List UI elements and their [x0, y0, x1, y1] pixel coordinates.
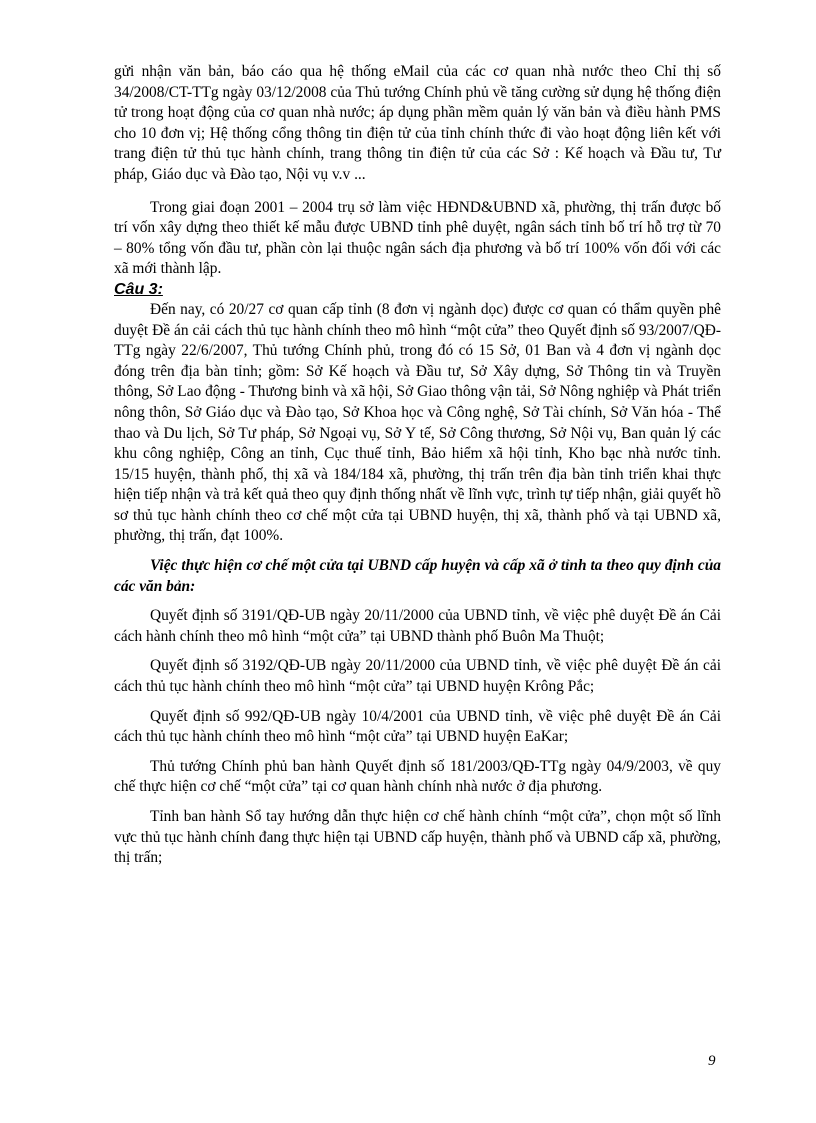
document-body	[114, 62, 721, 869]
paragraph-one-stop-agencies: Đến nay, có 20/27 cơ quan cấp tỉnh (8 đơn vị ngành dọc) được cơ quan có thẩm quyền phê duyệt Đề án cải cách thủ tục hành chính theo mô hình “một cửa” theo Quyết định số 93/2007/QĐ-TTg ngày 22/6/2007, Thủ tướng Chính phủ, trong đó có 15 Sở, 01 Ban và 4 đơn vị ngành dọc đóng trên địa bàn tỉnh; gồm: Sở Kế hoạch và Đầu tư, Sở Xây dựng, Sở Thông tin và Truyền thông, Sở Lao động - Thương binh và xã hội, Sở Giao thông vận tải, Sở Nông nghiệp và Phát triển nông thôn, Sở Giáo dục và Đào tạo, Sở Khoa học và Công nghệ, Sở Tài chính, Sở Văn hóa - Thể thao và Du lịch, Sở Tư pháp, Sở Ngoại vụ, Sở Y tế, Sở Công thương, Sở Nội vụ, Ban quản lý các khu công nghiệp, Công an tỉnh, Cục thuế tỉnh, Bảo hiểm xã hội tỉnh, Kho bạc nhà nước tỉnh. 15/15 huyện, thành phố, thị xã và 184/184 xã, phường, thị trấn trên địa bàn tỉnh triển khai thực hiện tiếp nhận và trả kết quả theo quy định thống nhất về lĩnh vực, trình tự tiếp nhận, giải quyết hồ sơ thủ tục hành chính theo cơ chế một cửa tại UBND huyện, thị xã, thành phố và tại UBND xã, phường, thị trấn, đạt 100%.	[114, 300, 722, 545]
paragraph-decision-181: Thủ tướng Chính phủ ban hành Quyết định số 181/2003/QĐ-TTg ngày 04/9/2003, về quy chế thực hiện cơ chế “một cửa” tại cơ quan hành chính nhà nước ở địa phương.	[114, 757, 721, 796]
paragraph-handbook: Tỉnh ban hành Sổ tay hướng dẫn thực hiện cơ chế hành chính “một cửa”, chọn một số lĩnh vực thủ tục hành chính đang thực hiện tại UBND cấp huyện, thành phố và UBND cấp xã, phường, thị trấn;	[114, 808, 721, 867]
paragraph-decision-3191: Quyết định số 3191/QĐ-UB ngày 20/11/2000 của UBND tỉnh, về việc phê duyệt Đề án Cải cách hành chính theo mô hình “một cửa” tại UBND thành phố Buôn Ma Thuột;	[114, 607, 721, 645]
paragraph-office-construction: Trong giai đoạn 2001 – 2004 trụ sở làm việc HĐND&UBND xã, phường, thị trấn được bố trí vốn xây dựng theo thiết kế mẫu được UBND tỉnh phê duyệt, ngân sách tỉnh bố trí hỗ trợ từ 70 – 80% tổng vốn đầu tư, phần còn lại thuộc ngân sách địa phương và bố trí 100% vốn đối với các xã mới thành lập.	[114, 198, 721, 278]
page-number: 9	[708, 1053, 716, 1069]
paragraph-decision-3192: Quyết định số 3192/QĐ-UB ngày 20/11/2000 của UBND tỉnh, về việc phê duyệt Đề án cải cách thủ tục hành chính theo mô hình “một cửa” tại UBND huyện Krông Pắc;	[114, 657, 721, 696]
section-subheading: Việc thực hiện cơ chế một cửa tại UBND cấp huyện và cấp xã ở tỉnh ta theo quy định của các văn bản:	[114, 557, 721, 595]
question-3-heading: Câu 3:	[114, 280, 163, 298]
paragraph-email-system: gửi nhận văn bản, báo cáo qua hệ thống eMail của các cơ quan nhà nước theo Chỉ thị số 34/2008/CT-TTg ngày 03/12/2008 của Thủ tướng Chính phủ về tăng cường sử dụng hệ thống điện tử trong hoạt động của cơ quan nhà nước; áp dụng phần mềm quản lý văn bản và điều hành PMS cho 10 đơn vị; Hệ thống cổng thông tin điện tử của tỉnh chính thức đi vào hoạt động liên kết với trang điện tử thủ tục hành chính, trang thông tin điện tử của các Sở : Kế hoạch và Đầu tư, Tư pháp, Giáo dục và Đào tạo, Nội vụ v.v ...	[114, 63, 721, 183]
paragraph-decision-992: Quyết định số 992/QĐ-UB ngày 10/4/2001 của UBND tỉnh, về việc phê duyệt Đề án Cải cách thủ tục hành chính theo mô hình “một cửa” tại UBND huyện EaKar;	[114, 707, 721, 746]
